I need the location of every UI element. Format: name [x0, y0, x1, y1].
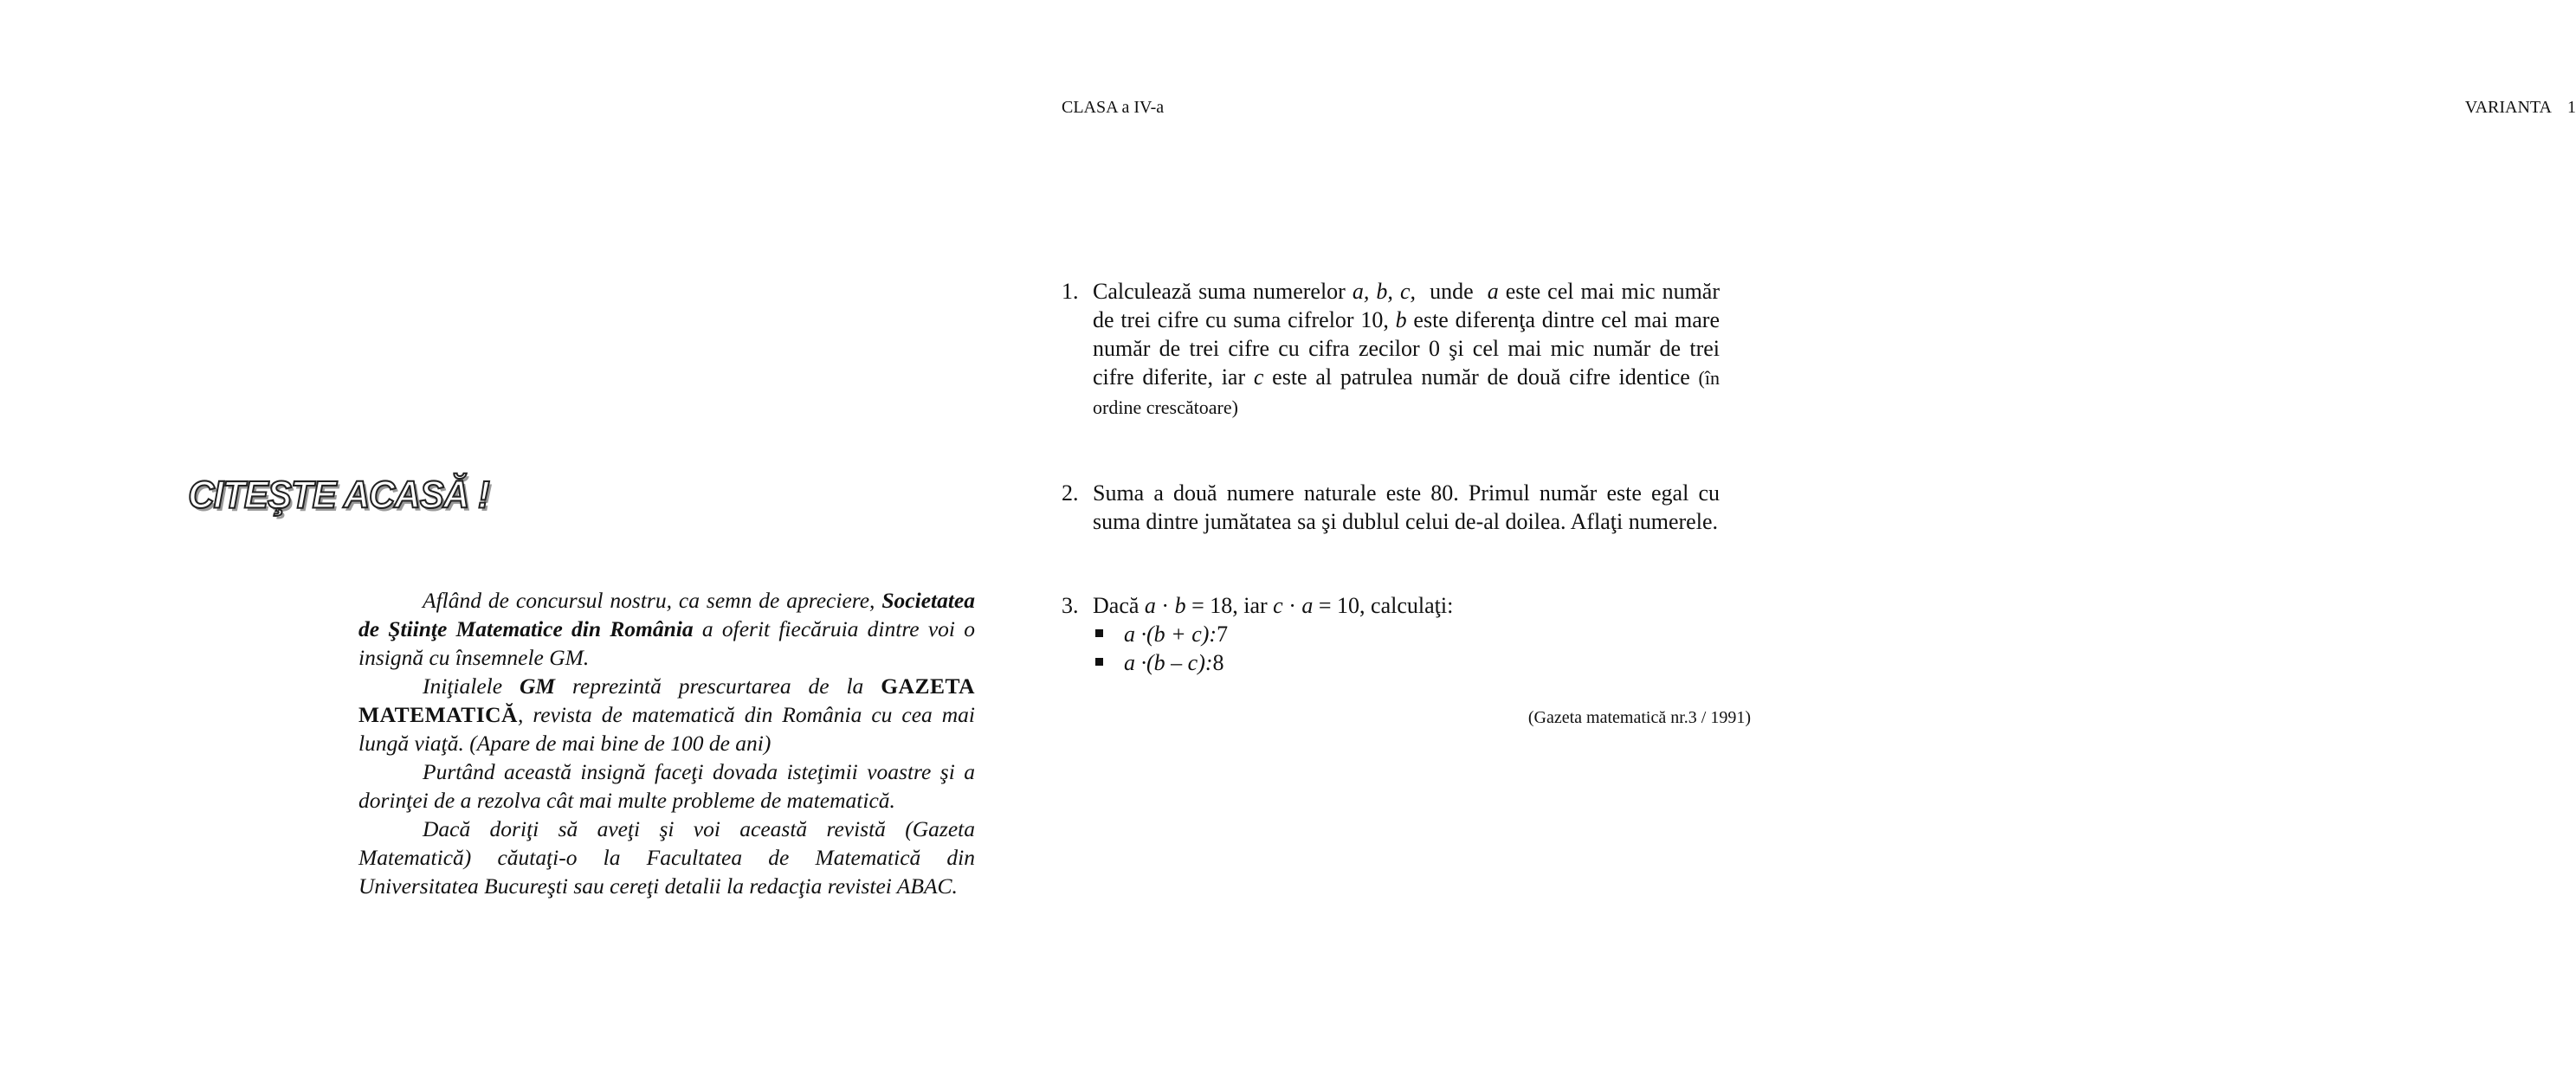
problem-number: 1.: [1062, 279, 1079, 304]
variable: b: [1174, 593, 1186, 618]
text-segment: ·: [1155, 593, 1175, 618]
problem-number: 2.: [1062, 480, 1079, 506]
paragraph-4: Dacă doriţi să aveţi şi voi această revistă (Gazeta Matematică) căutaţi-o la Facultatea de Matematică din Universitatea Bucureşti sau cereţi detalii la redacţia revistei ABAC.: [358, 816, 975, 899]
text-segment: este cel mai mic număr de trei cifre cu suma cifrelor 10,: [1093, 279, 1720, 332]
problem-3: [1062, 591, 1720, 677]
variable: a: [1301, 593, 1314, 618]
square-bullet-icon: [1095, 658, 1103, 666]
paragraph-1-text-b: a oferit fiecăruia dintre voi o insignă cu însemnele GM.: [358, 616, 975, 670]
paragraph-2-text-c: , revista de matematică din România cu cea mai lungă viaţă. (Apare de mai bine de 100 de ani): [358, 702, 975, 756]
problem-2: [1062, 479, 1720, 536]
paragraph-2-text-a: Iniţialele: [423, 673, 520, 699]
paragraph-2: [358, 672, 975, 757]
society-name: Societatea de Ştiinţe Matematice din România: [358, 588, 975, 641]
expression-list: [1093, 620, 1720, 677]
right-page: [887, 0, 2576, 1076]
paragraph-1-text-a: Aflând de concursul nostru, ca semn de apreciere,: [423, 588, 882, 613]
text-segment: ·: [1282, 593, 1302, 618]
problem-3-statement: [1093, 591, 1720, 620]
text-segment: = 18, iar: [1185, 593, 1274, 618]
variant-header: [2465, 98, 2576, 118]
text-segment: este al patrulea număr de două cifre identice: [1263, 364, 1699, 390]
ordering-note: (în ordine crescătoare): [1093, 367, 1720, 418]
divisor: 7: [1217, 622, 1229, 647]
class-label: CLASA a IV-a: [1062, 98, 1165, 117]
problem-1: [1062, 277, 1720, 422]
left-page: [0, 0, 975, 1076]
variable: c: [1273, 593, 1283, 618]
problem-3-text: [1093, 591, 1720, 677]
variable: c: [1253, 364, 1264, 390]
variable: b: [1395, 307, 1407, 332]
expression: a ·(b + c):: [1124, 622, 1217, 647]
read-at-home-banner: CITEŞTE ACASĂ !: [188, 473, 489, 517]
variable: a: [1144, 593, 1156, 618]
square-bullet-icon: [1095, 629, 1103, 637]
problem-number: 3.: [1062, 593, 1079, 618]
text-segment: Dacă: [1093, 593, 1145, 618]
list-item: [1093, 620, 1720, 648]
variable: a, b, c,: [1352, 279, 1416, 304]
variant-number: 1: [2567, 98, 2576, 117]
text-segment: este diferenţa dintre cel mai mare număr de trei cifre cu cifra zecilor 0 şi cel mai mic număr de trei cifre diferite, iar: [1093, 307, 1720, 390]
insignia-text: [358, 586, 975, 900]
paragraph-3: Purtând această insignă faceţi dovada isteţimii voastre şi a dorinţei de a rezolva cât mai multe probleme de matematică.: [358, 759, 975, 813]
paragraph-1: [358, 586, 975, 672]
text-segment: Calculează suma numerelor: [1093, 279, 1353, 304]
problem-1-text: [1093, 277, 1720, 422]
source-citation: (Gazeta matematică nr.3 / 1991): [1527, 708, 1751, 727]
variant-label: VARIANTA: [2464, 98, 2552, 117]
text-segment: = 10, calculaţi:: [1313, 593, 1454, 618]
expression: a ·(b – c):: [1124, 650, 1213, 675]
list-item: [1093, 648, 1720, 677]
problem-2-text: Suma a două numere naturale este 80. Primul număr este egal cu suma dintre jumătatea sa şi dublul celui de-al doilea. Aflaţi numerele.: [1093, 480, 1720, 534]
variable: a: [1487, 279, 1499, 304]
paragraph-2-text-b: reprezintă prescurtarea de la: [555, 673, 881, 699]
gazeta-matematica-title: GAZETA MATEMATICĂ: [358, 673, 975, 727]
divisor: 8: [1212, 650, 1224, 675]
gm-initials: GM: [519, 673, 556, 699]
text-segment: unde: [1416, 279, 1488, 304]
